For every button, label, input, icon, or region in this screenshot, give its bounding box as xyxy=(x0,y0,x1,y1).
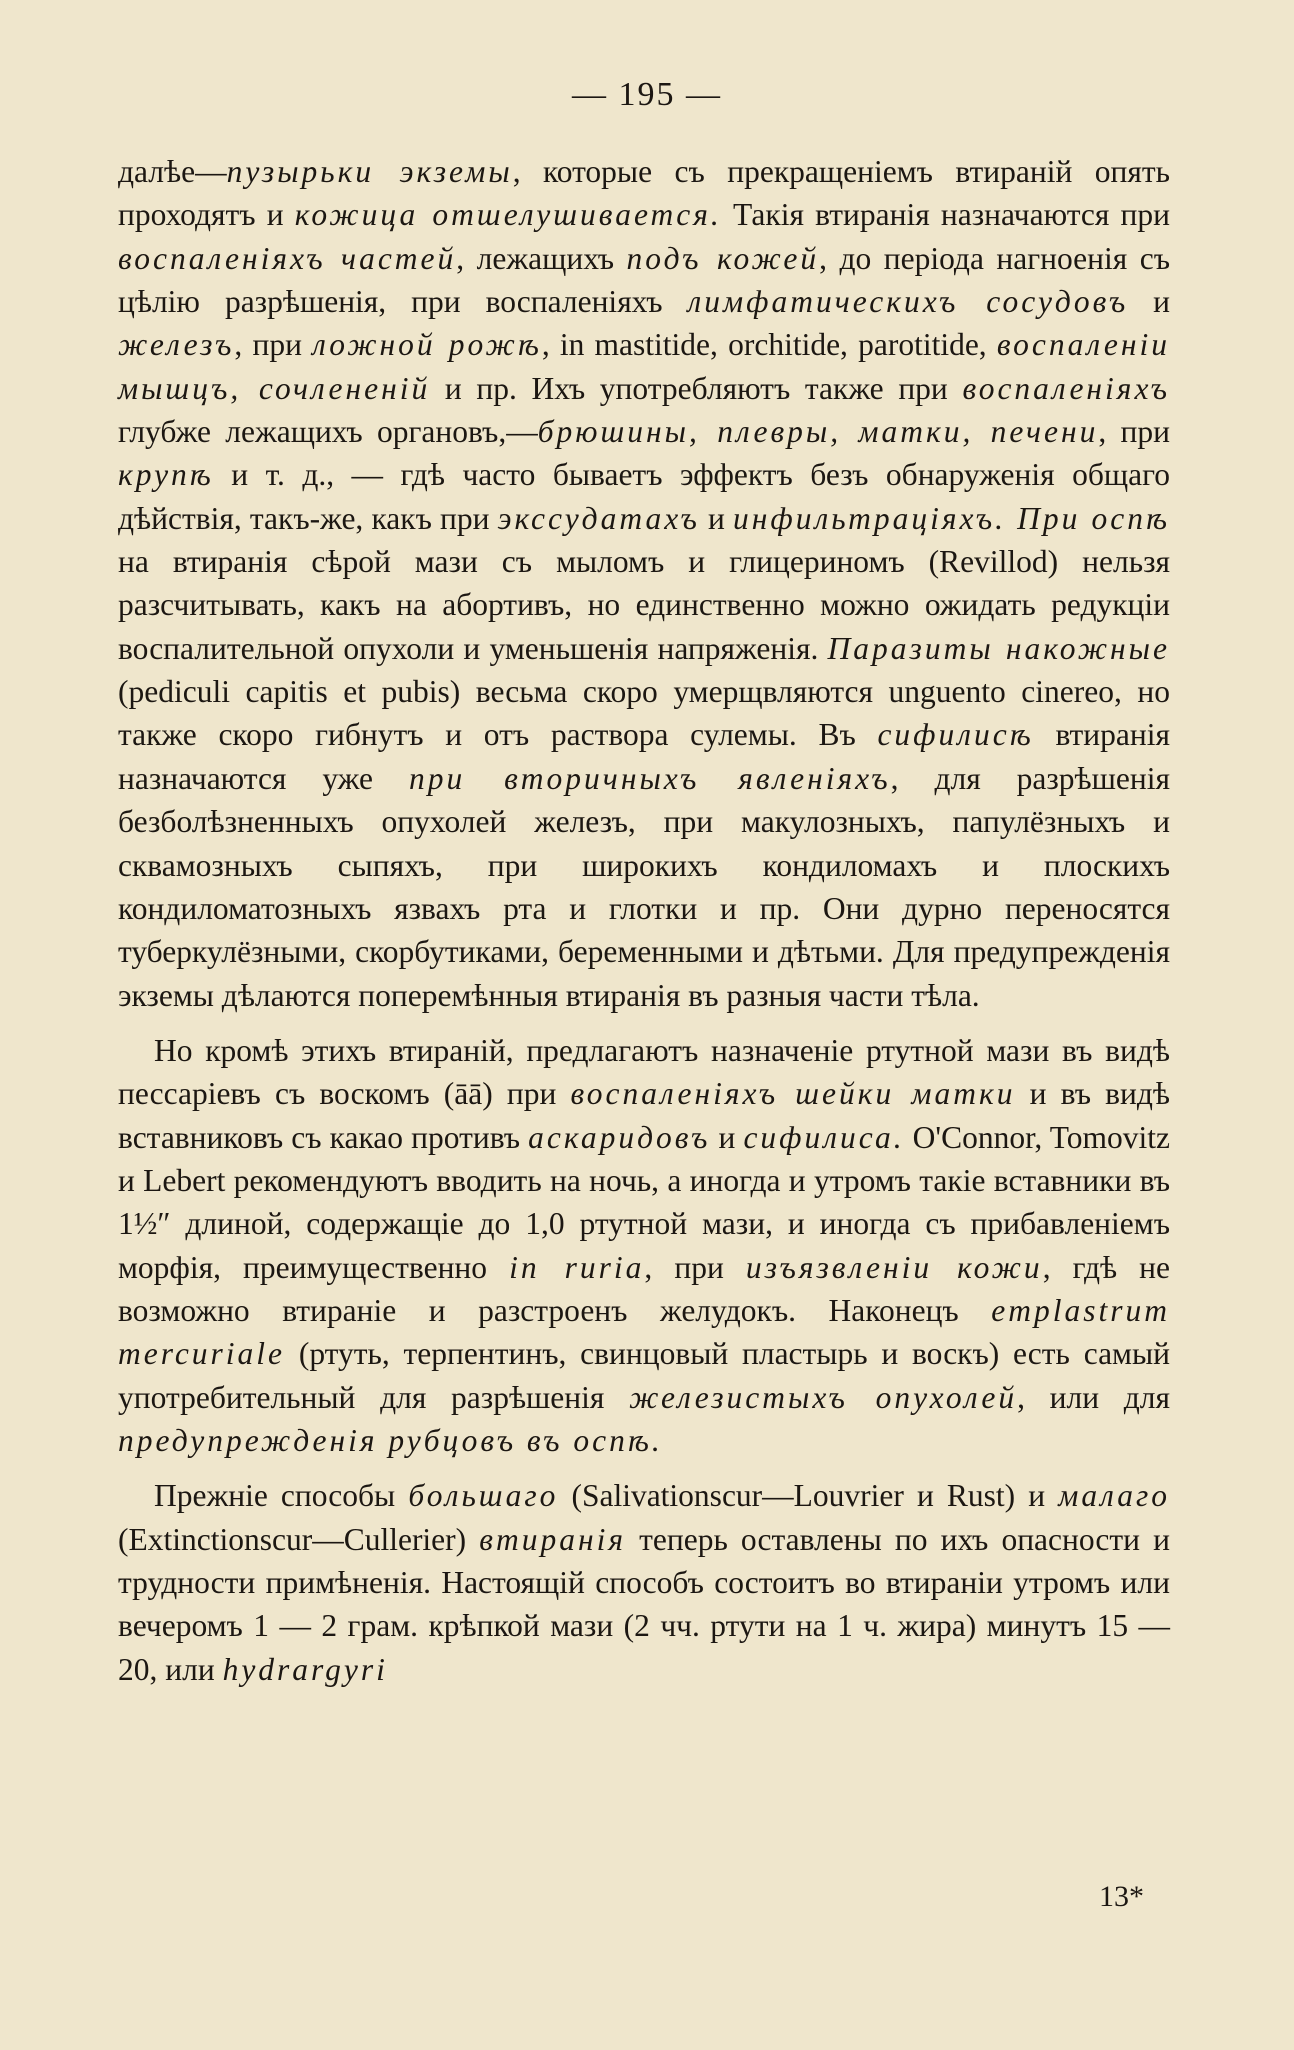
emphasized-term: подъ кожей xyxy=(626,240,820,276)
page-number: — 195 — xyxy=(572,76,722,113)
emphasized-term: воспаленіяхъ частей xyxy=(118,240,457,276)
body-text xyxy=(118,150,1170,1691)
text-run: , лежащихъ xyxy=(456,240,627,276)
text-run: и xyxy=(710,1119,744,1155)
emphasized-term: ложной рожѣ xyxy=(312,327,542,363)
text-run: теперь оставлены по ихъ опасности и трудности примѣненія. Настоящій способъ состоитъ во втираніи утромъ или вечеромъ 1 — 2 грам. крѣпкой мази (2 чч. ртути на 1 ч. жира) минутъ 15 — 20, или xyxy=(118,1521,1170,1687)
paragraph-3 xyxy=(118,1474,1170,1691)
text-run: втиранія назначаются уже xyxy=(118,717,1170,796)
emphasized-term: железистыхъ опухолей xyxy=(629,1379,1018,1415)
emphasized-term: малаго xyxy=(1058,1478,1170,1514)
emphasized-term: изъязвленіи кожи xyxy=(745,1249,1043,1285)
paragraph-1 xyxy=(118,150,1170,1017)
text-run: , гдѣ не возможно втираніе и разстроенъ желудокъ. Наконецъ xyxy=(118,1249,1170,1328)
paragraph-2 xyxy=(118,1029,1170,1462)
text-run: глубже лежащихъ органовъ,— xyxy=(118,414,538,450)
text-run: , или для xyxy=(1017,1379,1170,1415)
text-run: (ртуть, терпентинъ, свинцовый пластырь и воскъ) есть самый употребительный для разрѣшенія xyxy=(118,1336,1170,1415)
emphasized-term: emplastrum mercuriale xyxy=(118,1292,1170,1372)
text-run: (pediculi capitis et pubis) весьма скоро умерщвляются unguento cinereo, но также скоро гибнутъ и отъ раствора сулемы. Въ xyxy=(118,674,1170,753)
text-run: Такія втиранія назначаются при xyxy=(721,197,1170,233)
text-run: O'Connor, Tomovitz и Lebert рекомендуютъ вводить на ночь, а иногда и утромъ такіе вставники въ 1½″ длиной, содержащіе до 1,0 ртутной мази, и иногда съ прибавленіемъ морфія, преимущественно xyxy=(118,1119,1171,1285)
emphasized-term: hydrargyri xyxy=(222,1651,388,1687)
text-run: , in mastitide, orchitide, parotitide, xyxy=(541,327,997,363)
emphasized-term: крупѣ xyxy=(118,457,214,493)
text-run: (Extinctionscur—Cullerier) xyxy=(118,1521,480,1557)
text-run: Прежніе способы xyxy=(154,1478,409,1514)
emphasized-term: лимфатическихъ сосудовъ xyxy=(687,284,1129,320)
emphasized-term: кожица отшелушивается. xyxy=(294,197,722,233)
emphasized-term: in ruria xyxy=(509,1249,645,1285)
text-run: и xyxy=(699,500,733,536)
text-run: , при xyxy=(234,327,313,363)
text-run: , до періода нагноенія съ цѣлію разрѣшенія, при воспаленіяхъ xyxy=(118,240,1170,320)
text-run: , которые съ прекращеніемъ втираній опять проходятъ и xyxy=(118,154,1170,233)
emphasized-term: брюшины, плевры, матки, печени xyxy=(537,414,1099,450)
emphasized-term: аскаридовъ xyxy=(528,1119,711,1155)
emphasized-term: втиранія xyxy=(479,1521,626,1557)
text-run: , для разрѣшенія безболѣзненныхъ опухолей железъ, при макулозныхъ, папулёзныхъ и сквамозныхъ сыпяхъ, при широкихъ кондиломахъ и плоскихъ кондиломатозныхъ язвахъ рта и глотки и пр. Они дурно переносятся туберкулёзными, скорбутиками, беременными и дѣтьми. Для предупрежденія экземы дѣлаются поперемѣнныя втиранія въ разныя части тѣла. xyxy=(118,760,1170,1013)
emphasized-term: Паразиты накожные xyxy=(827,630,1170,666)
text-run: (Salivationscur—Louvrier и Rust) и xyxy=(558,1478,1059,1514)
text-run: и т. д., — гдѣ часто бываетъ эффектъ безъ обнаруженія общаго дѣйствія, такъ-же, какъ при xyxy=(118,457,1170,536)
emphasized-term: воспаленіи мышцъ, сочлененій xyxy=(118,327,1170,406)
emphasized-term: сифилисѣ xyxy=(877,717,1034,753)
text-run: и xyxy=(1128,284,1171,320)
emphasized-term: воспаленіяхъ xyxy=(962,370,1170,406)
text-run: и пр. Ихъ употребляютъ также при xyxy=(430,370,963,406)
emphasized-term: пузырьки экземы xyxy=(226,154,513,189)
text-run: далѣе— xyxy=(118,154,227,189)
emphasized-term: инфильтраціяхъ. При оспѣ xyxy=(732,500,1170,536)
emphasized-term: предупрежденія рубцовъ въ оспѣ. xyxy=(118,1422,663,1458)
emphasized-term: сифилиса. xyxy=(743,1119,905,1155)
text-run: и въ видѣ вставниковъ съ какао противъ xyxy=(118,1076,1170,1155)
emphasized-term: при вторичныхъ явленіяхъ xyxy=(408,760,891,796)
text-run: Но кромѣ этихъ втираній, предлагаютъ назначеніе ртутной мази въ видѣ пессаріевъ съ воскомъ (āā) при xyxy=(118,1032,1170,1112)
emphasized-term: железъ xyxy=(118,327,235,363)
text-run: , при xyxy=(644,1249,746,1285)
signature-mark: 13* xyxy=(1099,1880,1144,1913)
text-run: на втиранія сѣрой мази съ мыломъ и глицериномъ (Revillod) нельзя разсчитывать, какъ на абортивъ, но единственно можно ожидать редукціи воспалительной опухоли и уменьшенія напряженія. xyxy=(118,544,1170,666)
emphasized-term: большаго xyxy=(408,1478,559,1514)
emphasized-term: воспаленіяхъ шейки матки xyxy=(570,1076,1016,1112)
emphasized-term: экссудатахъ xyxy=(497,500,700,536)
text-run: , при xyxy=(1098,414,1170,450)
